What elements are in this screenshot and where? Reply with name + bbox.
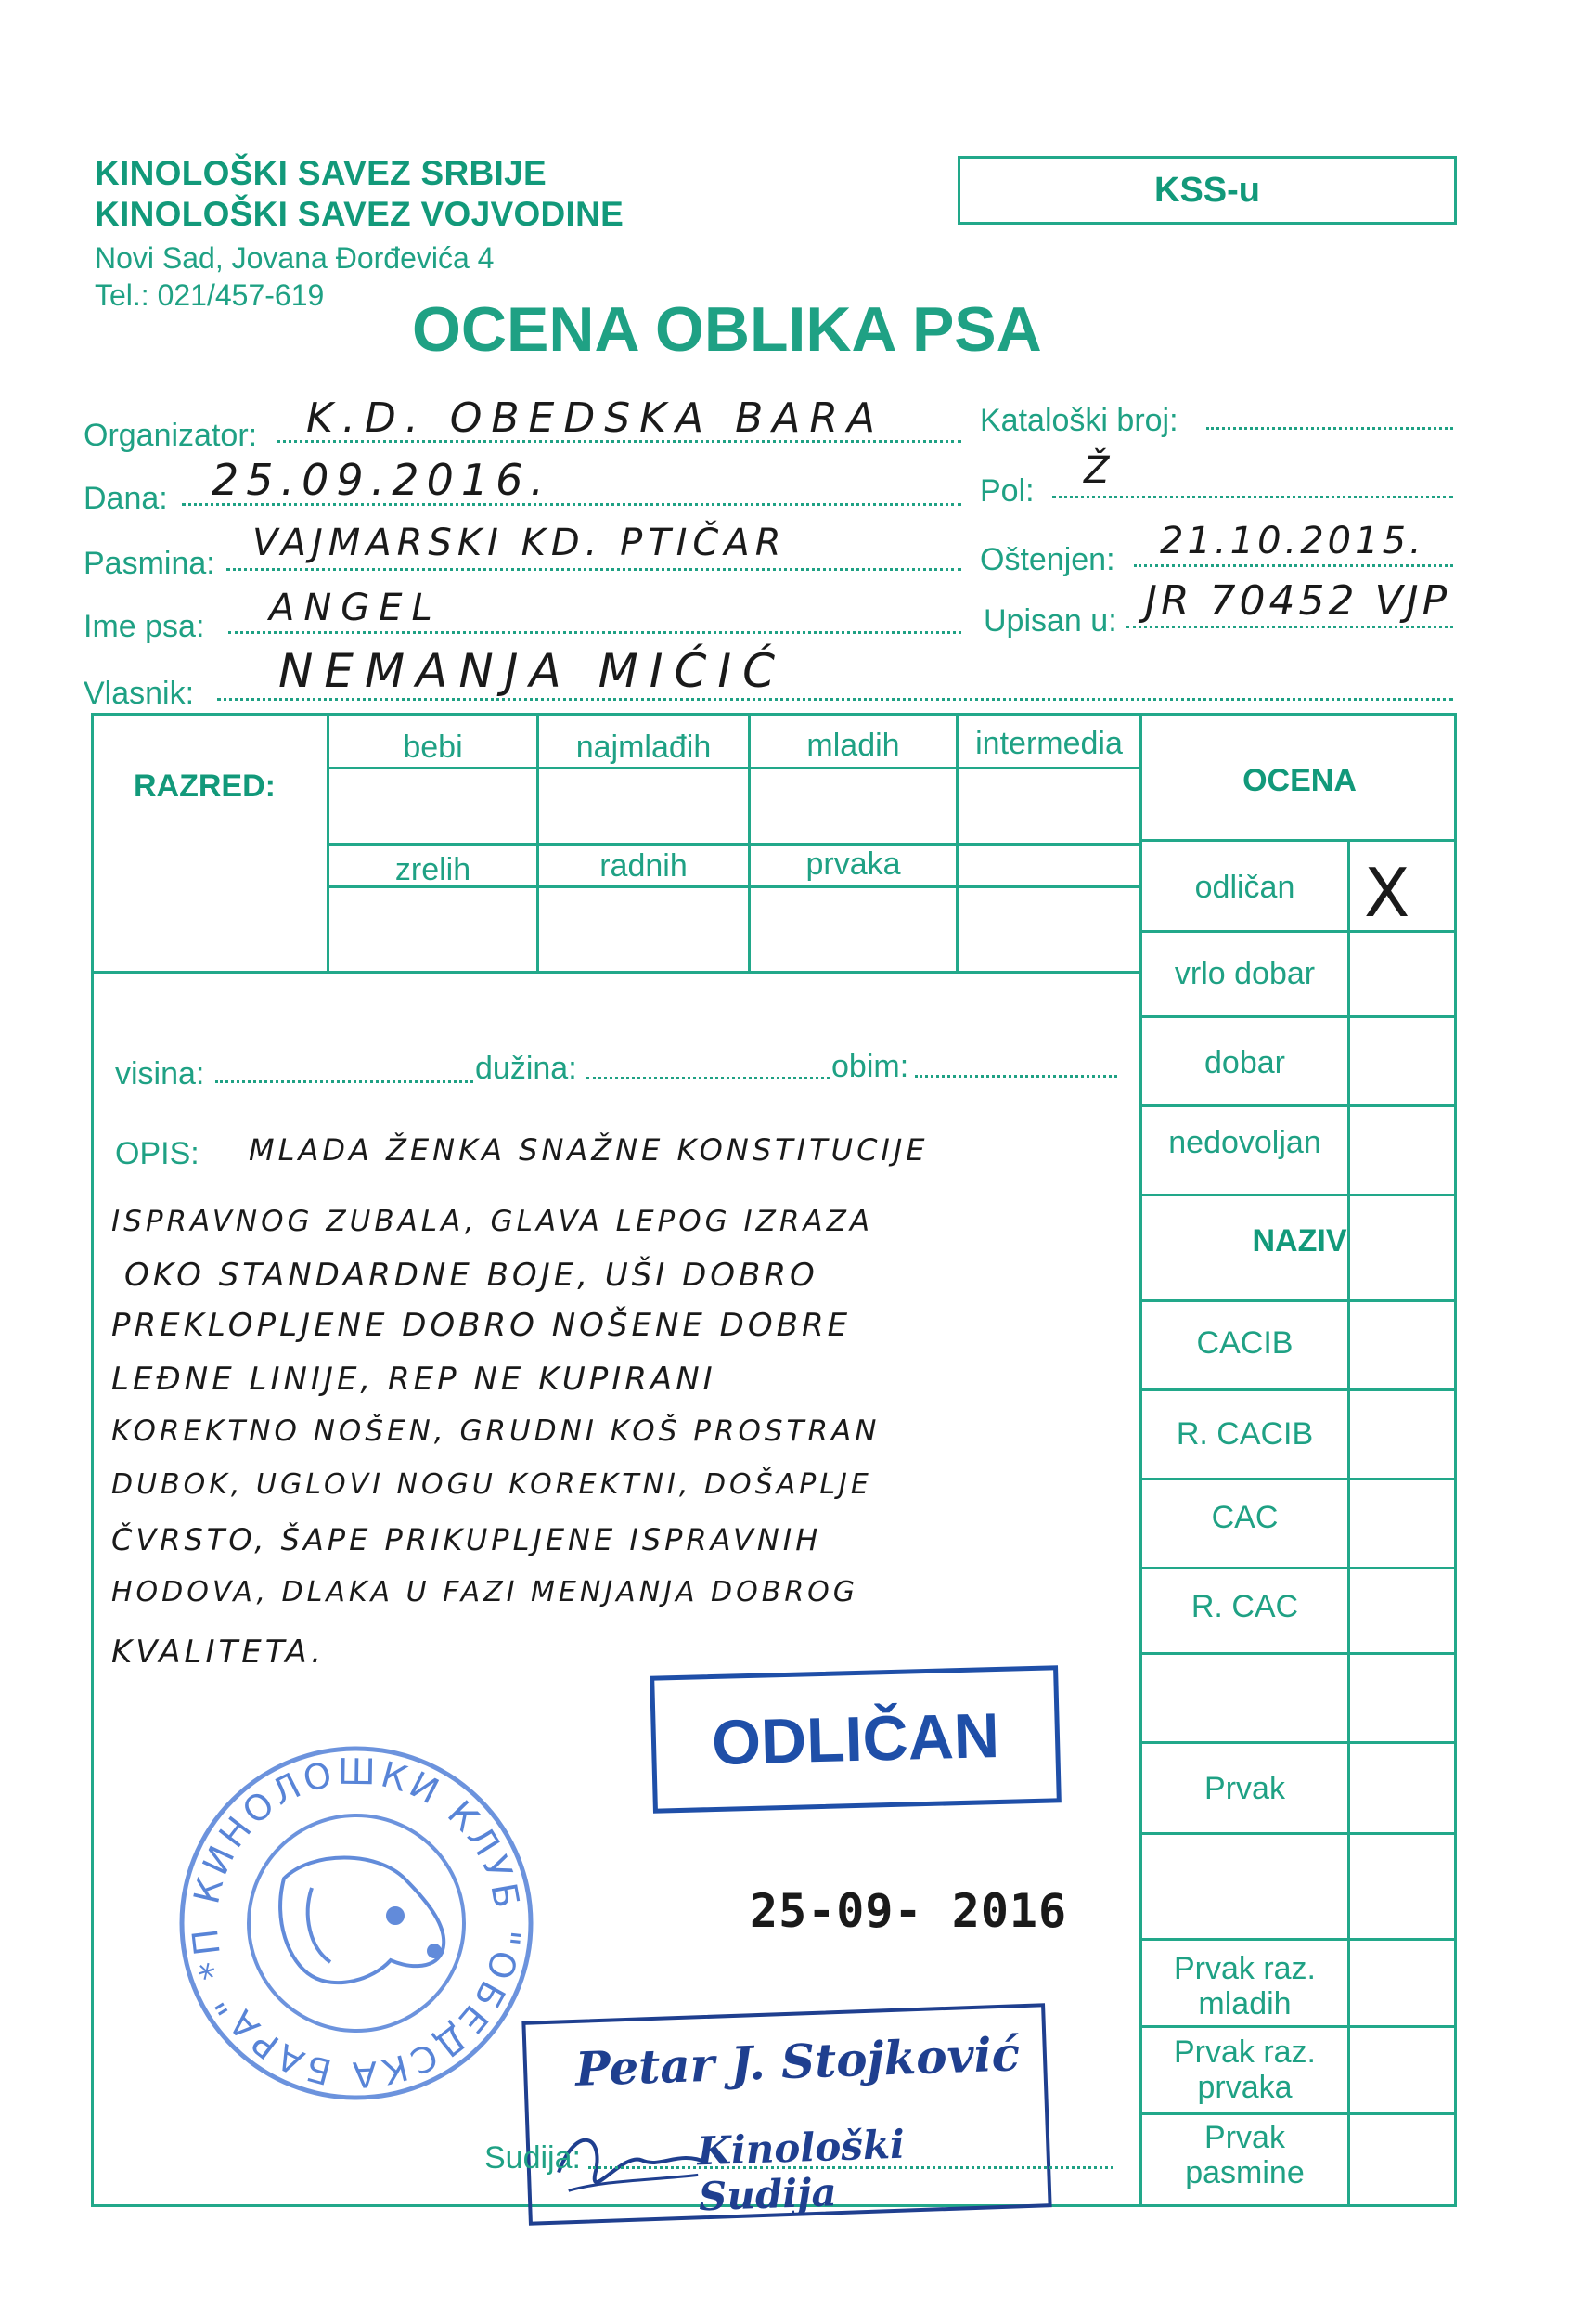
result-stamp: ODLIČAN	[650, 1665, 1062, 1813]
duzina-label: dužina:	[475, 1051, 577, 1086]
dana-label: Dana:	[84, 481, 168, 516]
razred-zrelih: zrelih	[394, 852, 471, 887]
ocena-vrlo-dobar: vrlo dobar	[1174, 956, 1316, 991]
organizator-label: Organizator:	[84, 418, 258, 453]
ocena-dobar: dobar	[1204, 1045, 1285, 1080]
vlasnik-label: Vlasnik:	[84, 676, 195, 711]
org-phone: Tel.: 021/457-619	[95, 278, 325, 312]
naziv-label: NAZIV	[1252, 1223, 1347, 1259]
kss-box: KSS-u	[958, 156, 1457, 225]
opis-line-2: ISPRAVNOG ZUBALA, GLAVA LEPOG IZRAZA	[111, 1205, 874, 1238]
duzina-line	[586, 1047, 830, 1079]
katalog-label: Kataloški broj:	[980, 403, 1178, 438]
date-stamp: 25-09- 2016	[750, 1884, 1068, 1938]
opis-line-3: OKO STANDARDNE BOJE, UŠI DOBRO	[124, 1257, 818, 1294]
organizator-value: K.D. OBEDSKA BARA	[306, 394, 885, 442]
ostenjen-value: 21.10.2015.	[1160, 520, 1425, 562]
upisan-label: Upisan u:	[984, 603, 1117, 639]
naziv-cac: CAC	[1211, 1500, 1279, 1535]
opis-line-9: HODOVA, DLAKA U FAZI MENJANJA DOBROG	[111, 1576, 859, 1608]
pol-line	[1052, 464, 1453, 498]
naziv-prvak-raz-mladih: Prvak raz. mladih	[1173, 1951, 1317, 2021]
upisan-value: JR 70452 VJP	[1145, 577, 1451, 625]
visina-line	[215, 1051, 473, 1083]
club-seal	[173, 1739, 540, 2107]
form-title: OCENA OBLIKA PSA	[412, 294, 1042, 365]
pol-value: Ž	[1084, 449, 1110, 492]
judge-title: Kinološki Sudija	[696, 2121, 906, 2220]
opis-line-7: DUBOK, UGLOVI NOGU KOREKTNI, DOŠAPLJE	[111, 1468, 872, 1501]
naziv-prvak: Prvak	[1204, 1771, 1285, 1806]
ostenjen-label: Oštenjen:	[980, 542, 1115, 577]
opis-line-8: ČVRSTO, ŠAPE PRIKUPLJENE ISPRAVNIH	[111, 1522, 822, 1557]
opis-line-1: MLADA ŽENKA SNAŽNE KONSTITUCIJE	[249, 1132, 929, 1168]
ocena-odlican: odličan	[1194, 870, 1295, 905]
katalog-line	[1206, 395, 1453, 430]
naziv-r-cac: R. CAC	[1191, 1589, 1299, 1624]
naziv-prvak-raz-prvaka: Prvak raz. prvaka	[1173, 2034, 1317, 2105]
seal-text: КИНОЛОШКИ КЛУБ "ОБЕДСКА БАРА" *П	[184, 1750, 529, 2096]
opis-line-10: KVALITETA.	[111, 1634, 326, 1671]
visina-label: visina:	[115, 1056, 205, 1091]
pasmina-value: VAJMARSKI KD. PTIČAR	[252, 522, 787, 564]
org-address: Novi Sad, Jovana Đorđevića 4	[95, 241, 495, 275]
ocena-nedovoljan: nedovoljan	[1168, 1125, 1321, 1160]
judge-stamp	[521, 2003, 1051, 2226]
naziv-prvak-pasmine: Prvak pasmine	[1185, 2120, 1305, 2190]
ocena-label: OCENA	[1242, 763, 1357, 798]
razred-intermedia: intermedia	[975, 726, 1123, 761]
sudija-label: Sudija:	[484, 2140, 581, 2176]
razred-najmladjih: najmlađih	[575, 730, 712, 765]
ocena-mark: X	[1364, 854, 1410, 932]
sudija-line	[588, 2137, 1113, 2169]
dog-head-icon	[280, 1858, 444, 1983]
ime-psa-label: Ime psa:	[84, 609, 205, 644]
pol-label: Pol:	[980, 473, 1035, 509]
opis-line-6: KOREKTNO NOŠEN, GRUDNI KOŠ PROSTRAN	[111, 1414, 881, 1448]
dana-value: 25.09.2016.	[212, 455, 551, 505]
pasmina-label: Pasmina:	[84, 546, 215, 581]
vlasnik-value: NEMANJA MIĆIĆ	[278, 644, 787, 698]
obim-label: obim:	[831, 1049, 909, 1084]
razred-bebi: bebi	[403, 730, 463, 765]
razred-label: RAZRED:	[134, 769, 276, 804]
razred-mladih: mladih	[806, 728, 900, 763]
org-name-2: KINOLOŠKI SAVEZ VOJVODINE	[95, 195, 624, 233]
judge-name: Petar J. Stojković	[574, 2026, 1021, 2097]
opis-line-5: LEĐNE LINIJE, REP NE KUPIRANI	[111, 1361, 716, 1398]
razred-prvaka: prvaka	[805, 846, 901, 882]
obim-line	[915, 1045, 1117, 1078]
ime-psa-value: ANGEL	[269, 587, 442, 629]
opis-line-4: PREKLOPLJENE DOBRO NOŠENE DOBRE	[111, 1307, 852, 1344]
naziv-r-cacib: R. CACIB	[1176, 1416, 1314, 1452]
naziv-cacib: CACIB	[1196, 1325, 1294, 1361]
opis-label: OPIS:	[115, 1136, 200, 1171]
razred-radnih: radnih	[599, 848, 688, 884]
org-name-1: KINOLOŠKI SAVEZ SRBIJE	[95, 154, 547, 192]
